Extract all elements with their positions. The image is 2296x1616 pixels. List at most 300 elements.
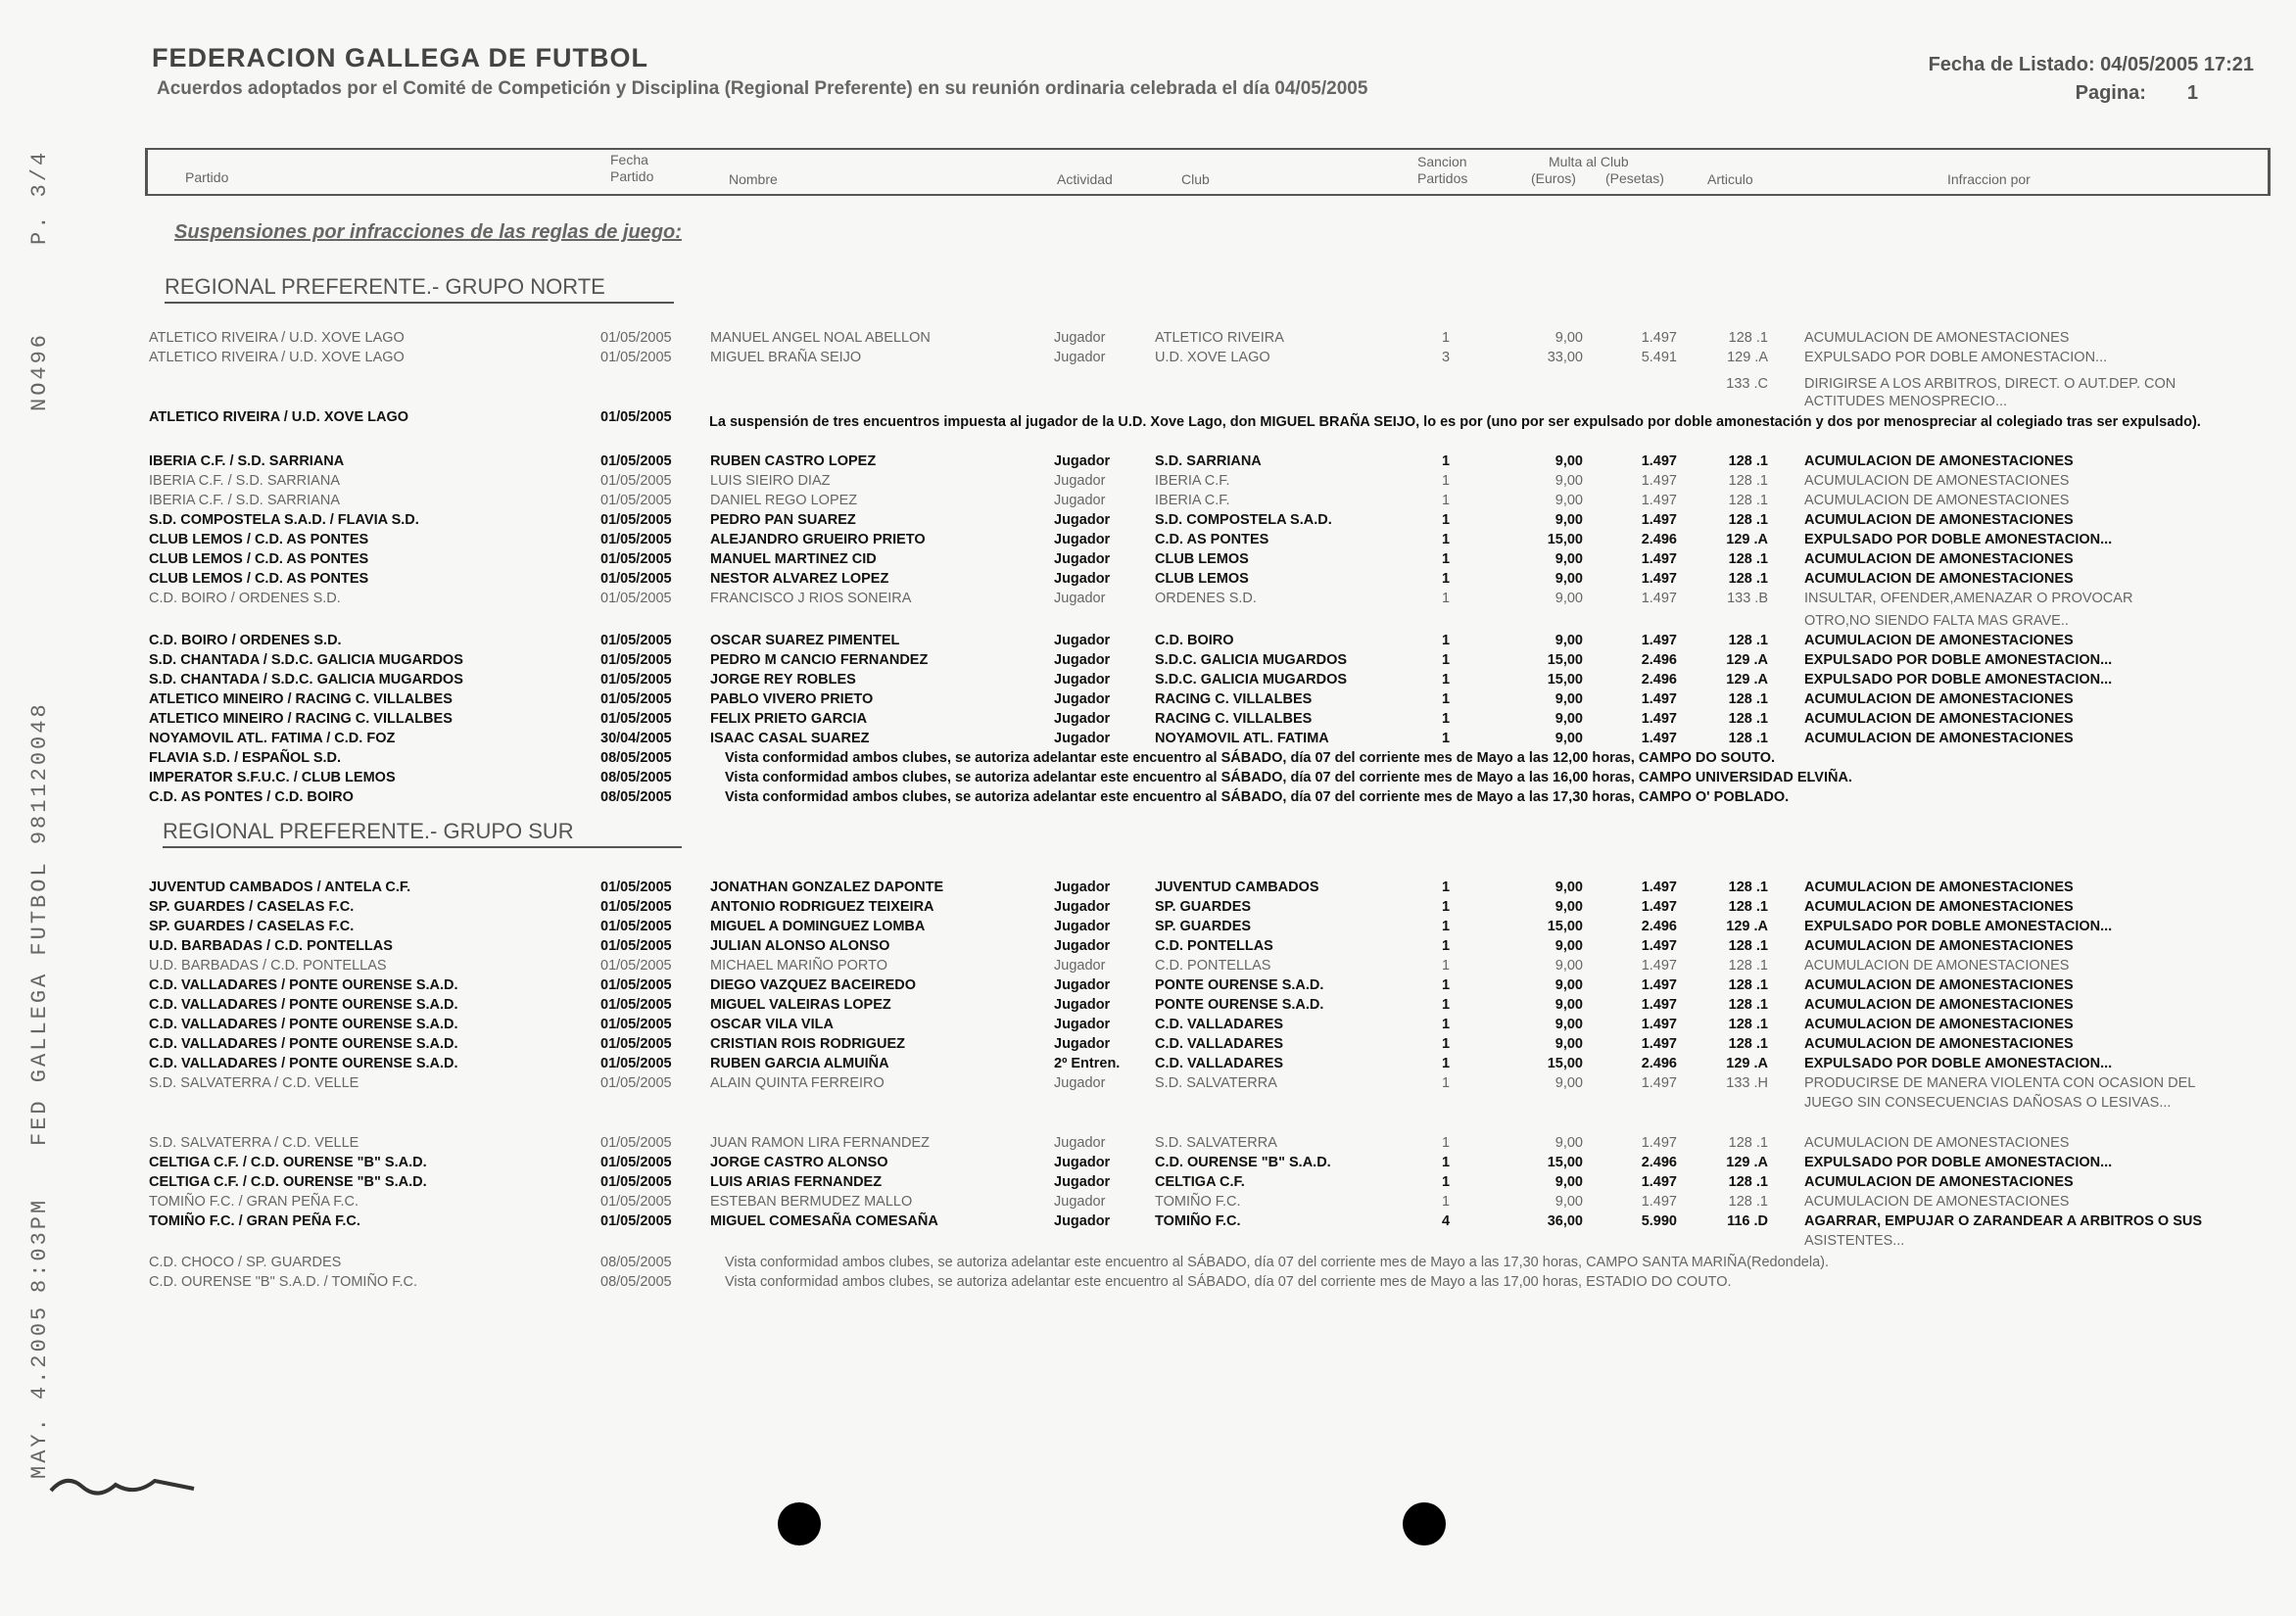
table-row [0,1094,2296,1114]
name-cell: OSCAR SUAREZ PIMENTEL [710,633,900,648]
match-cell: U.D. BARBADAS / C.D. PONTELLAS [149,958,387,974]
match-cell: C.D. OURENSE "B" S.A.D. / TOMIÑO F.C. [149,1274,418,1290]
date-cell: 01/05/2005 [600,1135,672,1151]
article-cell: 129 .A [1726,532,1768,547]
date-cell: 01/05/2005 [600,1036,672,1052]
pesetas-cell: 1.497 [1641,473,1677,489]
club-cell: U.D. XOVE LAGO [1155,350,1270,365]
activity-cell: Jugador [1054,711,1111,727]
infraction-cell: ACUMULACION DE AMONESTACIONES [1804,997,2074,1013]
name-cell: CRISTIAN ROIS RODRIGUEZ [710,1036,905,1052]
pesetas-cell: 1.497 [1641,633,1677,648]
sanction-cell: 1 [1441,453,1451,469]
euros-cell: 9,00 [1555,1036,1583,1052]
match-cell: IBERIA C.F. / S.D. SARRIANA [149,493,340,508]
article-cell: 128 .1 [1728,1174,1768,1190]
date-cell: 01/05/2005 [600,1075,672,1091]
article-cell: 128 .1 [1728,711,1768,727]
euros-cell: 15,00 [1547,1155,1583,1170]
name-cell: PEDRO M CANCIO FERNANDEZ [710,652,929,668]
table-row [0,632,2296,651]
advance-row [0,769,2296,788]
activity-cell: Jugador [1054,672,1111,688]
infraction-cell: ACUMULACION DE AMONESTACIONES [1804,899,2074,915]
article-cell: 128 .1 [1728,1194,1768,1210]
sanction-cell: 1 [1441,1036,1451,1052]
fax-page: P. 3/4 [27,149,52,245]
date-cell: 01/05/2005 [600,997,672,1013]
sanction-cell: 1 [1441,879,1451,895]
euros-cell: 9,00 [1555,591,1583,606]
page-number: 1 [2186,82,2198,104]
date-cell: 01/05/2005 [600,1155,672,1170]
match-cell: SP. GUARDES / CASELAS F.C. [149,899,355,915]
col-club: Club [1181,171,1210,187]
club-cell: SP. GUARDES [1155,899,1252,915]
pesetas-cell: 1.497 [1641,958,1677,974]
club-cell: C.D. VALLADARES [1155,1017,1284,1032]
euros-cell: 9,00 [1555,1174,1583,1190]
euros-cell: 9,00 [1555,1075,1583,1091]
club-cell: C.D. AS PONTES [1155,532,1269,547]
punch-hole-left [778,1502,821,1545]
date-cell: 08/05/2005 [600,750,672,766]
article-cell: 133 .C [1726,376,1768,392]
infraction-cell: EXPULSADO POR DOBLE AMONESTACION... [1804,672,2113,688]
sanction-cell: 1 [1441,1056,1451,1071]
date-cell: 01/05/2005 [600,652,672,668]
euros-cell: 9,00 [1555,551,1583,567]
table-row [0,590,2296,609]
club-cell: C.D. VALLADARES [1155,1056,1284,1071]
infraction-cell: ACUMULACION DE AMONESTACIONES [1804,879,2074,895]
pesetas-cell: 1.497 [1641,1017,1677,1032]
name-cell: JULIAN ALONSO ALONSO [710,938,890,954]
table-row [0,730,2296,749]
name-cell: JORGE REY ROBLES [710,672,856,688]
euros-cell: 9,00 [1555,731,1583,746]
euros-cell: 9,00 [1555,1194,1583,1210]
date-cell: 01/05/2005 [600,591,672,606]
pesetas-cell: 1.497 [1641,899,1677,915]
activity-cell: Jugador [1054,997,1111,1013]
article-cell: 128 .1 [1728,899,1768,915]
match-cell: C.D. CHOCO / SP. GUARDES [149,1255,342,1270]
club-cell: C.D. VALLADARES [1155,1036,1284,1052]
article-cell: 128 .1 [1728,1017,1768,1032]
infraction-cell: EXPULSADO POR DOBLE AMONESTACION... [1804,350,2108,365]
table-row [0,1134,2296,1154]
match-cell: CELTIGA C.F. / C.D. OURENSE "B" S.A.D. [149,1155,427,1170]
activity-cell: Jugador [1054,493,1106,508]
date-cell: 01/05/2005 [600,571,672,587]
note-date: 01/05/2005 [600,409,672,425]
table-row [0,937,2296,957]
activity-cell: Jugador [1054,977,1111,993]
sanction-cell: 1 [1441,1174,1451,1190]
date-cell: 01/05/2005 [600,1056,672,1071]
page-label: Pagina: [2075,82,2146,104]
note-text: La suspensión de tres encuentros impuesta al jugador de la U.D. Xove Lago, don MIGUEL BRAÑA SEIJO, lo es por (uno por ser expulsado por doble amonestación y dos por menospreciar al colegiado tras ser expulsado). [709,414,2201,430]
infraction-cell: INSULTAR, OFENDER,AMENAZAR O PROVOCAR [1804,591,2133,606]
activity-cell: Jugador [1054,633,1111,648]
infraction-cell: ACUMULACION DE AMONESTACIONES [1804,1036,2074,1052]
punch-hole-right [1403,1502,1446,1545]
advance-text: Vista conformidad ambos clubes, se autoriza adelantar este encuentro al SÁBADO, día 07 del corriente mes de Mayo a las 16,00 horas, CAMPO UNIVERSIDAD ELVIÑA. [725,770,1852,785]
infraction-cell: AGARRAR, EMPUJAR O ZARANDEAR A ARBITROS O SUS [1804,1213,2203,1229]
activity-cell: Jugador [1054,919,1111,934]
article-cell: 128 .1 [1728,938,1768,954]
sanction-cell: 1 [1441,958,1451,974]
club-cell: S.D. COMPOSTELA S.A.D. [1155,512,1332,528]
infraction-cell: ACUMULACION DE AMONESTACIONES [1804,711,2074,727]
fax-sender: FED GALLEGA FUTBOL 981120048 [27,701,52,1146]
infraction-cell: ACUMULACION DE AMONESTACIONES [1804,977,2074,993]
euros-cell: 9,00 [1555,493,1583,508]
article-cell: 129 .A [1726,652,1768,668]
club-cell: CLUB LEMOS [1155,551,1249,567]
club-cell: PONTE OURENSE S.A.D. [1155,977,1324,993]
infraction-cell: ACUMULACION DE AMONESTACIONES [1804,1194,2070,1210]
club-cell: ATLETICO RIVEIRA [1155,330,1284,346]
article-cell: 128 .1 [1728,958,1768,974]
date-cell: 01/05/2005 [600,551,672,567]
date-cell: 01/05/2005 [600,512,672,528]
article-cell: 129 .A [1727,350,1768,365]
table-row [0,996,2296,1016]
group-heading-norte: REGIONAL PREFERENTE.- GRUPO NORTE [165,274,674,304]
euros-cell: 9,00 [1555,958,1583,974]
sanction-cell: 1 [1441,591,1451,606]
club-cell: TOMIÑO F.C. [1155,1213,1241,1229]
euros-cell: 9,00 [1555,1135,1583,1151]
group-heading-sur: REGIONAL PREFERENTE.- GRUPO SUR [163,819,682,848]
euros-cell: 9,00 [1555,571,1583,587]
match-cell: ATLETICO RIVEIRA / U.D. XOVE LAGO [149,350,405,365]
pesetas-cell: 2.496 [1641,1155,1677,1170]
activity-cell: Jugador [1054,591,1106,606]
infraction-cell: OTRO,NO SIENDO FALTA MAS GRAVE.. [1804,613,2069,629]
euros-cell: 9,00 [1555,473,1583,489]
advance-text: Vista conformidad ambos clubes, se autoriza adelantar este encuentro al SÁBADO, día 07 del corriente mes de Mayo a las 17,30 horas, CAMPO O' POBLADO. [725,789,1790,805]
sanction-cell: 1 [1441,672,1451,688]
table-row [0,452,2296,472]
match-cell: C.D. BOIRO / ORDENES S.D. [149,591,341,606]
table-row [0,879,2296,898]
match-cell: FLAVIA S.D. / ESPAÑOL S.D. [149,750,342,766]
activity-cell: Jugador [1054,330,1106,346]
date-cell: 01/05/2005 [600,938,672,954]
sanction-cell: 1 [1441,1075,1451,1091]
date-cell: 01/05/2005 [600,1017,672,1032]
euros-cell: 15,00 [1547,919,1583,934]
fax-date: MAY. 4.2005 [27,1304,52,1479]
club-cell: S.D. SARRIANA [1155,453,1262,469]
sanction-cell: 1 [1441,1135,1451,1151]
date-cell: 01/05/2005 [600,473,672,489]
infraction-cell: EXPULSADO POR DOBLE AMONESTACION... [1804,652,2113,668]
club-cell: S.D.C. GALICIA MUGARDOS [1155,652,1348,668]
activity-cell: Jugador [1054,958,1106,974]
match-cell: ATLETICO MINEIRO / RACING C. VILLALBES [149,691,453,707]
name-cell: PEDRO PAN SUAREZ [710,512,856,528]
club-cell: C.D. OURENSE "B" S.A.D. [1155,1155,1331,1170]
article-cell: 128 .1 [1728,512,1768,528]
table-row [0,612,2296,632]
name-cell: FRANCISCO J RIOS SONEIRA [710,591,912,606]
pesetas-cell: 1.497 [1641,571,1677,587]
article-cell: 128 .1 [1728,731,1768,746]
date-cell: 08/05/2005 [600,789,672,805]
article-cell: 128 .1 [1728,1135,1768,1151]
pesetas-cell: 1.497 [1641,493,1677,508]
date-cell: 01/05/2005 [600,879,672,895]
table-row [0,898,2296,918]
name-cell: NESTOR ALVAREZ LOPEZ [710,571,889,587]
article-cell: 128 .1 [1728,879,1768,895]
date-cell: 01/05/2005 [600,1174,672,1190]
sanction-cell: 1 [1441,919,1451,934]
table-row [0,671,2296,690]
activity-cell: Jugador [1054,532,1111,547]
date-cell: 01/05/2005 [600,330,672,346]
table-row [0,976,2296,996]
euros-cell: 9,00 [1555,977,1583,993]
match-cell: IBERIA C.F. / S.D. SARRIANA [149,453,345,469]
name-cell: ALAIN QUINTA FERREIRO [710,1075,885,1091]
match-cell: U.D. BARBADAS / C.D. PONTELLAS [149,938,393,954]
club-cell: NOYAMOVIL ATL. FATIMA [1155,731,1329,746]
activity-cell: Jugador [1054,1213,1111,1229]
club-cell: C.D. PONTELLAS [1155,938,1273,954]
pesetas-cell: 5.491 [1641,350,1677,365]
section-heading: Suspensiones por infracciones de las reglas de juego: [174,221,682,243]
pesetas-cell: 1.497 [1641,997,1677,1013]
name-cell: LUIS ARIAS FERNANDEZ [710,1174,883,1190]
article-cell: 128 .1 [1728,691,1768,707]
article-cell: 129 .A [1726,672,1768,688]
match-cell: S.D. CHANTADA / S.D.C. GALICIA MUGARDOS [149,672,463,688]
infraction-cell: EXPULSADO POR DOBLE AMONESTACION... [1804,919,2113,934]
table-row [0,1074,2296,1094]
match-cell: CLUB LEMOS / C.D. AS PONTES [149,571,369,587]
activity-cell: Jugador [1054,453,1111,469]
match-cell: S.D. SALVATERRA / C.D. VELLE [149,1135,359,1151]
name-cell: DIEGO VAZQUEZ BACEIREDO [710,977,916,993]
advance-text: Vista conformidad ambos clubes, se autoriza adelantar este encuentro al SÁBADO, día 07 del corriente mes de Mayo a las 17,30 horas, CAMPO SANTA MARIÑA(Redondela). [725,1255,1829,1270]
name-cell: ANTONIO RODRIGUEZ TEIXEIRA [710,899,934,915]
pesetas-cell: 2.496 [1641,919,1677,934]
infraction-cell: DIRIGIRSE A LOS ARBITROS, DIRECT. O AUT.DEP. CON [1804,376,2176,392]
club-cell: RACING C. VILLALBES [1155,691,1313,707]
name-cell: MIGUEL COMESAÑA COMESAÑA [710,1213,938,1229]
sanction-cell: 1 [1441,711,1451,727]
euros-cell: 9,00 [1555,899,1583,915]
article-cell: 133 .H [1726,1075,1768,1091]
infraction-cell: ACUMULACION DE AMONESTACIONES [1804,473,2070,489]
date-cell: 01/05/2005 [600,350,672,365]
activity-cell: Jugador [1054,473,1106,489]
table-row [0,1016,2296,1035]
club-cell: IBERIA C.F. [1155,473,1230,489]
pesetas-cell: 2.496 [1641,672,1677,688]
table-row [0,349,2296,368]
name-cell: JONATHAN GONZALEZ DAPONTE [710,879,944,895]
euros-cell: 9,00 [1555,997,1583,1013]
table-row [0,1035,2296,1055]
pesetas-cell: 1.497 [1641,731,1677,746]
euros-cell: 9,00 [1555,879,1583,895]
infraction-cell: ACUMULACION DE AMONESTACIONES [1804,1174,2074,1190]
infraction-cell: ACTITUDES MENOSPRECIO... [1804,394,2008,409]
pesetas-cell: 1.497 [1641,1036,1677,1052]
match-cell: C.D. VALLADARES / PONTE OURENSE S.A.D. [149,1036,458,1052]
date-cell: 01/05/2005 [600,899,672,915]
name-cell: LUIS SIEIRO DIAZ [710,473,831,489]
euros-cell: 9,00 [1555,711,1583,727]
infraction-cell: ACUMULACION DE AMONESTACIONES [1804,1017,2074,1032]
pesetas-cell: 1.497 [1641,551,1677,567]
pesetas-cell: 1.497 [1641,453,1677,469]
club-cell: ORDENES S.D. [1155,591,1257,606]
name-cell: MANUEL ANGEL NOAL ABELLON [710,330,931,346]
date-cell: 01/05/2005 [600,1213,672,1229]
date-cell: 01/05/2005 [600,919,672,934]
table-row [0,550,2296,570]
listing-date: Fecha de Listado: 04/05/2005 17:21 [1928,54,2254,75]
col-pesetas: (Pesetas) [1605,170,1664,186]
article-cell: 128 .1 [1728,551,1768,567]
match-cell: CLUB LEMOS / C.D. AS PONTES [149,551,369,567]
col-euros: (Euros) [1531,170,1576,186]
advance-row [0,1273,2296,1293]
match-cell: C.D. VALLADARES / PONTE OURENSE S.A.D. [149,997,458,1013]
date-cell: 08/05/2005 [600,1255,672,1270]
date-cell: 01/05/2005 [600,977,672,993]
match-cell: C.D. VALLADARES / PONTE OURENSE S.A.D. [149,1017,458,1032]
activity-cell: Jugador [1054,938,1111,954]
club-cell: S.D. SALVATERRA [1155,1075,1277,1091]
pesetas-cell: 1.497 [1641,512,1677,528]
pesetas-cell: 1.497 [1641,591,1677,606]
activity-cell: 2º Entren. [1054,1056,1121,1071]
pesetas-cell: 2.496 [1641,532,1677,547]
ink-scribble-mark [47,1463,204,1502]
club-cell: JUVENTUD CAMBADOS [1155,879,1319,895]
pesetas-cell: 1.497 [1641,1135,1677,1151]
date-cell: 08/05/2005 [600,770,672,785]
document-subtitle: Acuerdos adoptados por el Comité de Competición y Disciplina (Regional Preferente) en su reunión ordinaria celebrada el día 04/05/2005 [157,78,1368,99]
advance-row [0,788,2296,808]
advance-text: Vista conformidad ambos clubes, se autoriza adelantar este encuentro al SÁBADO, día 07 del corriente mes de Mayo a las 17,00 horas, ESTADIO DO COUTO. [725,1274,1732,1290]
match-cell: NOYAMOVIL ATL. FATIMA / C.D. FOZ [149,731,396,746]
article-cell: 128 .1 [1728,571,1768,587]
col-actividad: Actividad [1057,171,1113,187]
pesetas-cell: 1.497 [1641,711,1677,727]
sanction-cell: 1 [1441,571,1451,587]
sanction-cell: 1 [1441,652,1451,668]
infraction-cell: ACUMULACION DE AMONESTACIONES [1804,493,2070,508]
table-row [0,570,2296,590]
match-cell: S.D. CHANTADA / S.D.C. GALICIA MUGARDOS [149,652,463,668]
activity-cell: Jugador [1054,731,1111,746]
activity-cell: Jugador [1054,571,1111,587]
euros-cell: 9,00 [1555,453,1583,469]
sanction-cell: 1 [1441,493,1451,508]
article-cell: 129 .A [1726,1155,1768,1170]
col-infraccion: Infraccion por [1947,171,2031,187]
name-cell: JUAN RAMON LIRA FERNANDEZ [710,1135,930,1151]
table-row [0,957,2296,976]
activity-cell: Jugador [1054,350,1106,365]
pesetas-cell: 2.496 [1641,1056,1677,1071]
infraction-cell: EXPULSADO POR DOBLE AMONESTACION... [1804,1056,2113,1071]
club-cell: IBERIA C.F. [1155,493,1230,508]
euros-cell: 15,00 [1547,1056,1583,1071]
fax-number: NO496 [27,331,52,411]
activity-cell: Jugador [1054,1174,1111,1190]
activity-cell: Jugador [1054,899,1111,915]
document-title: FEDERACION GALLEGA DE FUTBOL [152,43,648,72]
name-cell: ALEJANDRO GRUEIRO PRIETO [710,532,926,547]
sanction-cell: 1 [1441,1017,1451,1032]
activity-cell: Jugador [1054,551,1111,567]
sanction-cell: 1 [1441,899,1451,915]
match-cell: C.D. VALLADARES / PONTE OURENSE S.A.D. [149,977,458,993]
match-cell: TOMIÑO F.C. / GRAN PEÑA F.C. [149,1213,360,1229]
pesetas-cell: 5.990 [1641,1213,1677,1229]
article-cell: 128 .1 [1728,977,1768,993]
advance-row [0,1254,2296,1273]
infraction-cell: ACUMULACION DE AMONESTACIONES [1804,1135,2070,1151]
name-cell: RUBEN CASTRO LOPEZ [710,453,877,469]
match-cell: S.D. COMPOSTELA S.A.D. / FLAVIA S.D. [149,512,419,528]
infraction-cell: ACUMULACION DE AMONESTACIONES [1804,330,2070,346]
article-cell: 129 .A [1726,919,1768,934]
article-cell: 133 .B [1727,591,1768,606]
euros-cell: 9,00 [1555,1017,1583,1032]
sanction-cell: 1 [1441,997,1451,1013]
name-cell: RUBEN GARCIA ALMUIÑA [710,1056,889,1071]
activity-cell: Jugador [1054,1017,1111,1032]
euros-cell: 9,00 [1555,330,1583,346]
table-row [0,511,2296,531]
club-cell: CELTIGA C.F. [1155,1174,1245,1190]
pesetas-cell: 1.497 [1641,1174,1677,1190]
name-cell: DANIEL REGO LOPEZ [710,493,858,508]
euros-cell: 15,00 [1547,672,1583,688]
match-cell: IBERIA C.F. / S.D. SARRIANA [149,473,340,489]
euros-cell: 36,00 [1547,1213,1583,1229]
date-cell: 01/05/2005 [600,958,672,974]
pesetas-cell: 1.497 [1641,938,1677,954]
activity-cell: Jugador [1054,879,1111,895]
infraction-cell: ACUMULACION DE AMONESTACIONES [1804,512,2074,528]
name-cell: MANUEL MARTINEZ CID [710,551,877,567]
article-cell: 128 .1 [1728,997,1768,1013]
infraction-cell: EXPULSADO POR DOBLE AMONESTACION... [1804,1155,2113,1170]
article-cell: 128 .1 [1728,330,1768,346]
article-cell: 128 .1 [1728,633,1768,648]
table-row [0,690,2296,710]
match-cell: C.D. VALLADARES / PONTE OURENSE S.A.D. [149,1056,458,1071]
sanction-cell: 3 [1441,350,1451,365]
name-cell: MICHAEL MARIÑO PORTO [710,958,888,974]
euros-cell: 33,00 [1547,350,1583,365]
col-sancion-2: Partidos [1417,170,1468,186]
infraction-cell: ACUMULACION DE AMONESTACIONES [1804,958,2070,974]
euros-cell: 15,00 [1547,532,1583,547]
